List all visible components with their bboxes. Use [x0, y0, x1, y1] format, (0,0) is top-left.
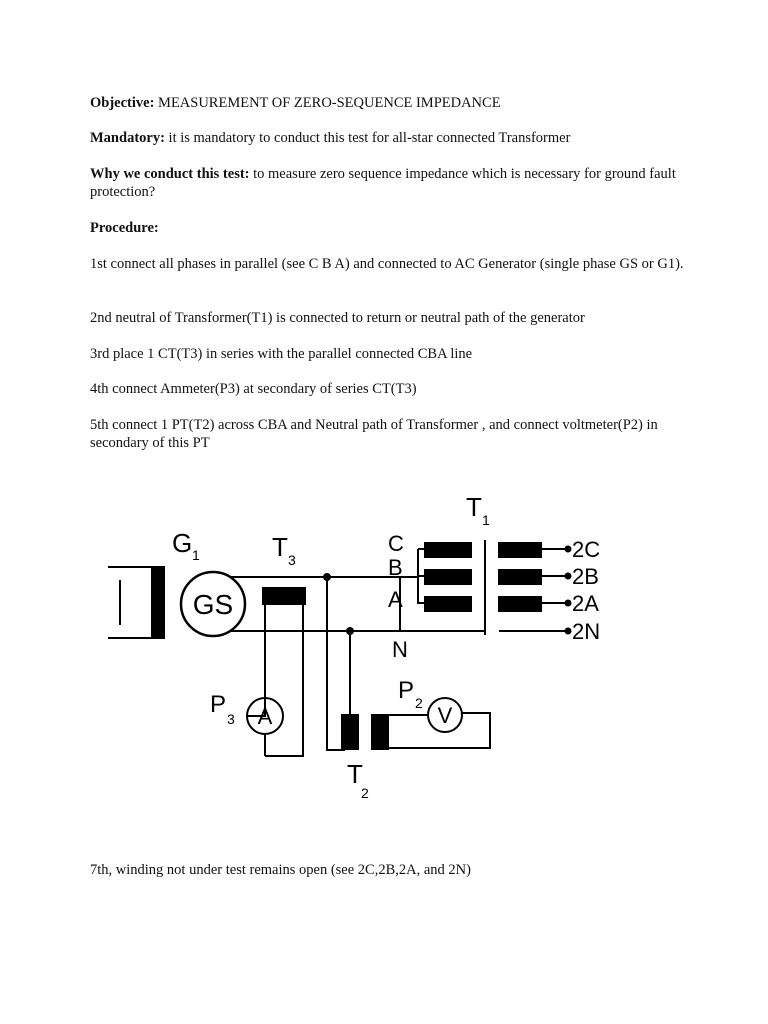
pt-label: T	[347, 759, 363, 789]
objective-line	[90, 94, 690, 112]
ct-label-sub: 3	[288, 552, 296, 568]
source-bracket	[108, 567, 158, 638]
generator-symbol: GS	[192, 589, 234, 620]
voltmeter-symbol: V	[437, 703, 453, 728]
terminal-a: A	[388, 587, 403, 612]
t1-primary-c	[425, 543, 471, 557]
procedure-step-1: 1st connect all phases in parallel (see C B A) and connected to AC Generator (single phase GS or G1).	[90, 256, 684, 272]
procedure-heading: Procedure:	[90, 220, 159, 236]
source-core	[152, 567, 164, 638]
t1-primary-a	[425, 597, 471, 611]
objective-label: Objective:	[90, 95, 155, 111]
ammeter-label-sub: 3	[227, 711, 235, 727]
why-label: Why we conduct this test:	[90, 166, 250, 182]
terminal-b: B	[388, 555, 403, 580]
why-paragraph	[90, 165, 690, 201]
procedure-step-2: 2nd neutral of Transformer(T1) is connected to return or neutral path of the generator	[90, 310, 585, 326]
mandatory-line	[90, 129, 690, 147]
ct-label: T	[272, 532, 288, 562]
procedure-step-5: 5th connect 1 PT(T2) across CBA and Neutral path of Transformer , and connect voltmeter(P2) in secondary of this PT	[90, 417, 658, 451]
terminal-2c: 2C	[572, 537, 601, 562]
objective-text: MEASUREMENT OF ZERO-SEQUENCE IMPEDANCE	[154, 95, 501, 111]
terminal-c: C	[388, 531, 404, 556]
procedure-step-4: 4th connect Ammeter(P3) at secondary of series CT(T3)	[90, 381, 417, 397]
t1-secondary-b	[499, 570, 541, 584]
generator-label: G	[172, 528, 193, 558]
voltmeter-label: P	[398, 677, 415, 704]
ammeter-symbol: A	[257, 704, 273, 729]
ammeter-label: P	[210, 691, 227, 718]
circuit-diagram	[100, 480, 660, 810]
terminal-n: N	[392, 637, 408, 662]
pt-label-sub: 2	[361, 785, 369, 801]
mandatory-label: Mandatory:	[90, 130, 165, 146]
transformer-label: T	[466, 492, 482, 522]
t1-primary-b	[425, 570, 471, 584]
terminal-2a: 2A	[572, 591, 599, 616]
procedure-step-7: 7th, winding not under test remains open (see 2C,2B,2A, and 2N)	[90, 862, 471, 878]
t1-secondary-a	[499, 597, 541, 611]
why-text: to measure zero sequence impedance which is necessary for ground fault protection?	[90, 166, 676, 200]
t1-secondary-c	[499, 543, 541, 557]
transformer-label-sub: 1	[482, 512, 490, 528]
ct-core	[263, 588, 305, 604]
generator-label-sub: 1	[192, 547, 200, 563]
terminal-2n: 2N	[572, 619, 601, 644]
voltmeter-label-sub: 2	[415, 695, 423, 711]
terminal-2b: 2B	[572, 564, 599, 589]
pt-secondary-core	[372, 715, 388, 749]
pt-primary-core	[342, 715, 358, 749]
procedure-step-3: 3rd place 1 CT(T3) in series with the parallel connected CBA line	[90, 346, 473, 362]
mandatory-text: it is mandatory to conduct this test for all-star connected Transformer	[164, 130, 571, 146]
